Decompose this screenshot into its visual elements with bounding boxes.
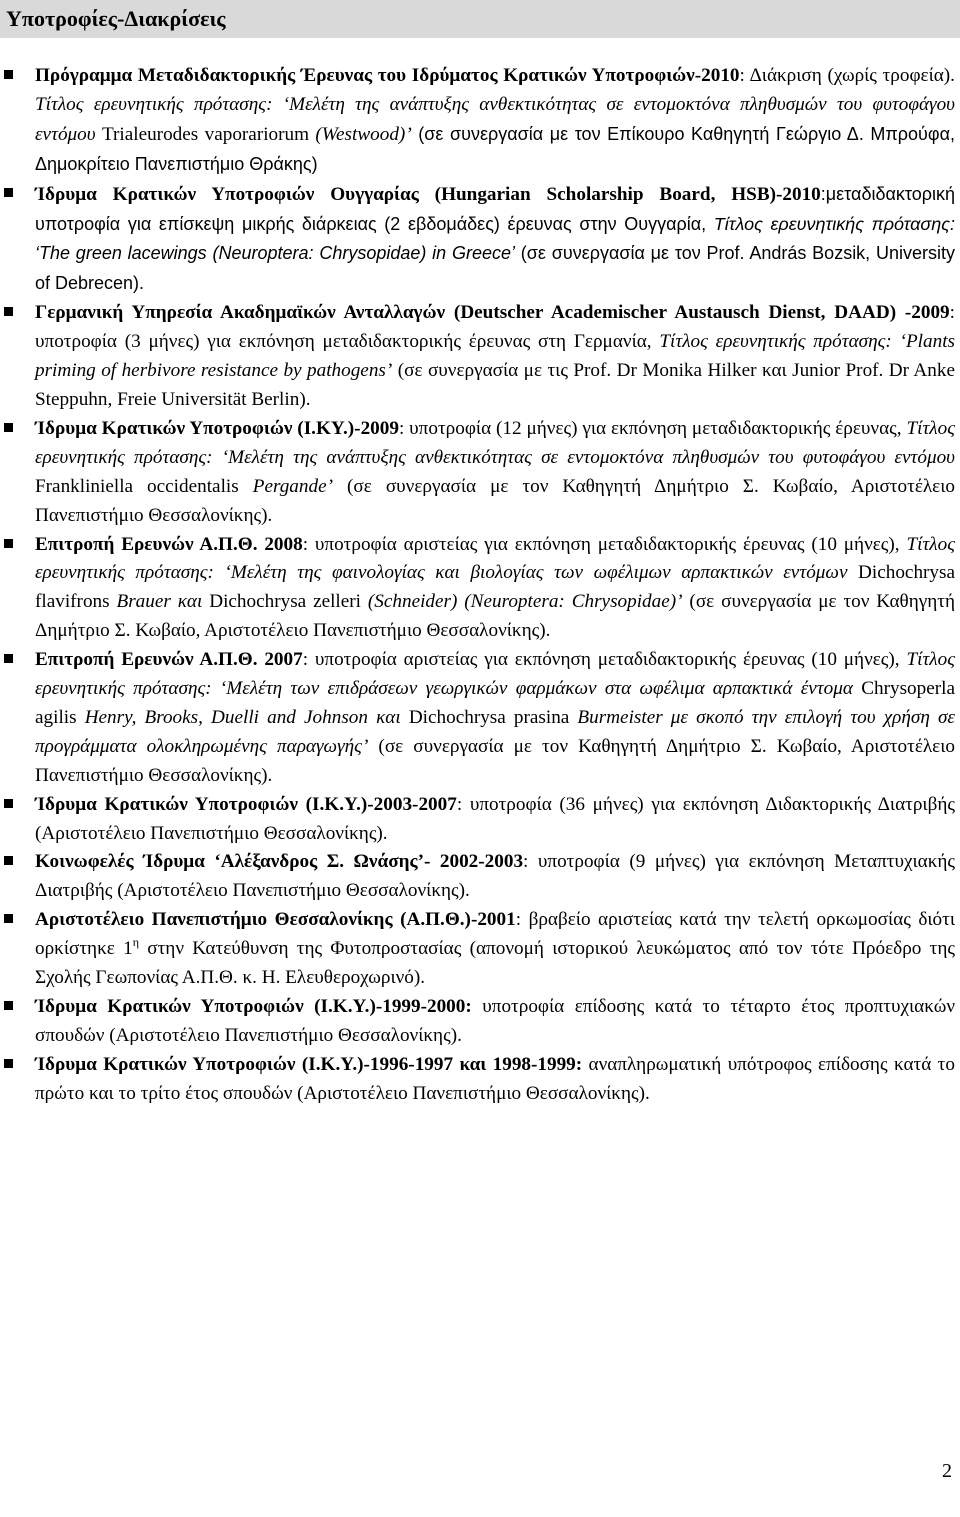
square-bullet-icon	[4, 307, 13, 316]
square-bullet-icon	[4, 1059, 13, 1068]
square-bullet-icon	[4, 70, 13, 79]
square-bullet-icon	[4, 423, 13, 432]
scholarships-list	[0, 62, 960, 1109]
item-heading: Ίδρυμα Κρατικών Υποτροφιών (Ι.Κ.Υ.)-1999-2000:	[35, 996, 472, 1017]
item-heading: Ίδρυμα Κρατικών Υποτροφιών (Ι.Κ.Υ.)-1996-1997 και 1998-1999:	[35, 1053, 583, 1075]
square-bullet-icon	[4, 1001, 13, 1010]
list-item: Πρόγραμμα Μεταδιδακτορικής Έρευνας του Ιδρύματος Κρατικών Υποτροφιών-2010: Διάκριση (χωρίς τροφεία). Τίτλος ερευνητικής πρότασης: ‘Μελέτη της ανάπτυξης ανθεκτικότητας σε εντομοκτόνα πληθυσμών του φυτοφάγου εντόμου Trialeurodes vaporariorum (Westwood)’ (σε συνεργασία με τον Επίκουρο Καθηγητή Γεώργιο Δ. Μπρούφα, Δημοκρίτειο Πανεπιστήμιο Θράκης)	[0, 62, 960, 180]
item-heading: Ίδρυμα Κρατικών Υποτροφιών Ουγγαρίας (Hungarian Scholarship Board, HSB)-2010	[35, 183, 821, 205]
list-item: Ίδρυμα Κρατικών Υποτροφιών Ουγγαρίας (Hungarian Scholarship Board, HSB)-2010:μεταδιδακτορική υποτροφία για επίσκεψη μικρής διάρκειας (2 εβδομάδες) έρευνας στην Ουγγαρία, Τίτλος ερευνητικής πρότασης: ‘The green lacewings (Neuroptera: Chrysopidae) in Greece’ (σε συνεργασία με τον Prof. András Bozsik, University of Debrecen).	[0, 180, 960, 300]
square-bullet-icon	[4, 914, 13, 923]
square-bullet-icon	[4, 856, 13, 865]
item-heading: Επιτροπή Ερευνών Α.Π.Θ. 2007	[35, 649, 303, 671]
item-heading: Ίδρυμα Κρατικών Υποτροφιών (Ι.ΚΥ.)-2009	[35, 417, 399, 439]
list-item: Επιτροπή Ερευνών Α.Π.Θ. 2007: υποτροφία αριστείας για εκπόνηση μεταδιδακτορικής έρευνας (10 μήνες), Τίτλος ερευνητικής πρότασης: ‘Μελέτη των επιδράσεων γεωργικών φαρμάκων στα ωφέλιμα αρπακτικά έντομα Chrysoperla agilis Henry, Brooks, Duelli and Johnson και Dichochrysa prasina Burmeister με σκοπό την επιλογή του χρήση σε προγράμματα ολοκληρωμένης παραγωγής’ (σε συνεργασία με τον Καθηγητή Δημήτριο Σ. Κωβαίο, Αριστοτέλειο Πανεπιστήμιο Θεσσαλονίκης).	[0, 646, 960, 791]
list-item: Ίδρυμα Κρατικών Υποτροφιών (Ι.Κ.Υ.)-2003-2007: υποτροφία (36 μήνες) για εκπόνηση Διδακτορικής Διατριβής (Αριστοτέλειο Πανεπιστήμιο Θεσσαλονίκης).	[0, 791, 960, 849]
page-number: 2	[942, 1460, 952, 1482]
section-title: Υποτροφίες-Διακρίσεις	[0, 0, 960, 38]
item-heading: Αριστοτέλειο Πανεπιστήμιο Θεσσαλονίκης (Α.Π.Θ.)-2001	[35, 909, 516, 931]
list-item: Ίδρυμα Κρατικών Υποτροφιών (Ι.Κ.Υ.)-1999-2000: υποτροφία επίδοσης κατά το τέταρτο έτος προπτυχιακών σπουδών (Αριστοτέλειο Πανεπιστήμιο Θεσσαλονίκης).	[0, 993, 960, 1051]
square-bullet-icon	[4, 799, 13, 808]
list-item: Γερμανική Υπηρεσία Ακαδημαϊκών Ανταλλαγών (Deutscher Academischer Austausch Dienst, DAAD) -2009: υποτροφία (3 μήνες) για εκπόνηση μεταδιδακτορικής έρευνας στη Γερμανία, Τίτλος ερευνητικής πρότασης: ‘Plants priming of herbivore resistance by pathogens’ (σε συνεργασία με τις Prof. Dr Monika Hilker και Junior Prof. Dr Anke Steppuhn, Freie Universität Berlin).	[0, 299, 960, 415]
list-item: Αριστοτέλειο Πανεπιστήμιο Θεσσαλονίκης (Α.Π.Θ.)-2001: βραβείο αριστείας κατά την τελετή ορκωμοσίας διότι ορκίστηκε $1^\eta$ στην Κατεύθυνση της Φυτοπροστασίας (απονομή ιστορικού λευκώματος από τον τότε Πρόεδρο της Σχολής Γεωπονίας Α.Π.Θ. κ. Η. Ελευθεροχωρινό).	[0, 906, 960, 993]
list-item: Κοινωφελές Ίδρυμα ‘Αλέξανδρος Σ. Ωνάσης’- 2002-2003: υποτροφία (9 μήνες) για εκπόνηση Μεταπτυχιακής Διατριβής (Αριστοτέλειο Πανεπιστήμιο Θεσσαλονίκης).	[0, 848, 960, 906]
square-bullet-icon	[4, 188, 13, 197]
item-heading: Κοινωφελές Ίδρυμα ‘Αλέξανδρος Σ. Ωνάσης’- 2002-2003	[35, 851, 524, 873]
item-heading: Γερμανική Υπηρεσία Ακαδημαϊκών Ανταλλαγών (Deutscher Academischer Austausch Dienst, DAAD) -2009	[35, 302, 950, 324]
list-item: Ίδρυμα Κρατικών Υποτροφιών (Ι.Κ.Υ.)-1996-1997 και 1998-1999: αναπληρωματική υπότροφος επίδοσης κατά το πρώτο και το τρίτο έτος σπουδών (Αριστοτέλειο Πανεπιστήμιο Θεσσαλονίκης).	[0, 1051, 960, 1109]
item-heading: Ίδρυμα Κρατικών Υποτροφιών (Ι.Κ.Υ.)-2003-2007	[35, 793, 457, 815]
item-heading: Επιτροπή Ερευνών Α.Π.Θ. 2008	[35, 533, 303, 555]
list-item: Ίδρυμα Κρατικών Υποτροφιών (Ι.ΚΥ.)-2009: υποτροφία (12 μήνες) για εκπόνηση μεταδιδακτορικής έρευνας, Τίτλος ερευνητικής πρότασης: ‘Μελέτη της ανάπτυξης ανθεκτικότητας σε εντομοκτόνα πληθυσμών του φυτοφάγου εντόμου Frankliniella occidentalis Pergande’ (σε συνεργασία με τον Καθηγητή Δημήτριο Σ. Κωβαίο, Αριστοτέλειο Πανεπιστήμιο Θεσσαλονίκης).	[0, 415, 960, 531]
list-item: Επιτροπή Ερευνών Α.Π.Θ. 2008: υποτροφία αριστείας για εκπόνηση μεταδιδακτορικής έρευνας (10 μήνες), Τίτλος ερευνητικής πρότασης: ‘Μελέτη της φαινολογίας και βιολογίας των ωφέλιμων αρπακτικών εντόμων Dichochrysa flavifrons Brauer και Dichochrysa zelleri (Schneider) (Neuroptera: Chrysopidae)’ (σε συνεργασία με τον Καθηγητή Δημήτριο Σ. Κωβαίο, Αριστοτέλειο Πανεπιστήμιο Θεσσαλονίκης).	[0, 531, 960, 647]
item-heading: Πρόγραμμα Μεταδιδακτορικής Έρευνας του Ιδρύματος Κρατικών Υποτροφιών-2010	[35, 65, 740, 86]
square-bullet-icon	[4, 539, 13, 548]
square-bullet-icon	[4, 654, 13, 663]
